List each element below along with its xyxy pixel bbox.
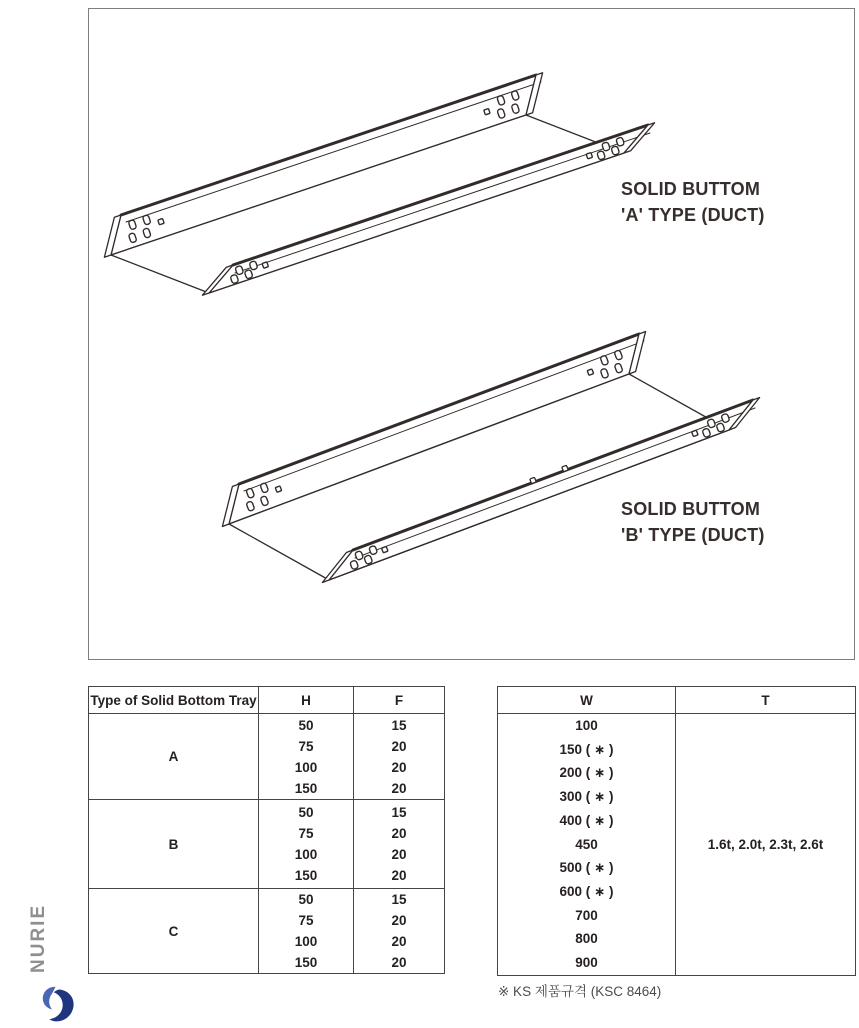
table-row-type-b	[89, 800, 445, 889]
h-values-a: 50 75 100 150	[259, 714, 354, 800]
table-row-type-a	[89, 714, 445, 800]
type-cell-c: C	[89, 889, 259, 974]
tray-type-spec-table	[88, 686, 445, 974]
product-diagram-panel	[88, 8, 855, 660]
s-swirl-logo-icon	[42, 986, 76, 1024]
col-header-w: W	[498, 687, 676, 714]
h-values-b: 50 75 100 150	[259, 800, 354, 889]
label-type-a-line1: SOLID BUTTOM	[621, 179, 761, 199]
t-value: 1.6t, 2.0t, 2.3t, 2.6t	[676, 714, 856, 976]
table-row-wt	[498, 714, 856, 976]
h-values-c: 50 75 100 150	[259, 889, 354, 974]
type-cell-b: B	[89, 800, 259, 889]
type-cell-a: A	[89, 714, 259, 800]
tray-a-drawing	[104, 73, 654, 295]
left-table-header-row	[89, 687, 445, 714]
col-header-type: Type of Solid Bottom Tray	[89, 687, 259, 714]
col-header-t: T	[676, 687, 856, 714]
f-values-c: 15 20 20 20	[354, 889, 445, 974]
tray-drawings	[89, 9, 854, 659]
label-type-b	[621, 496, 765, 548]
width-thickness-spec-table	[497, 686, 856, 976]
brand-name-vertical: NURIE	[28, 903, 49, 973]
col-header-h: H	[259, 687, 354, 714]
logo-swirl-dark	[50, 990, 74, 1022]
ks-standard-note: ※ KS 제품규격 (KSC 8464)	[498, 984, 662, 999]
f-values-a: 15 20 20 20	[354, 714, 445, 800]
label-type-a	[621, 176, 765, 228]
label-type-b-line2: 'B' TYPE (DUCT)	[621, 525, 765, 545]
label-type-b-line1: SOLID BUTTOM	[621, 499, 761, 519]
col-header-f: F	[354, 687, 445, 714]
f-values-b: 15 20 20 20	[354, 800, 445, 889]
table-row-type-c	[89, 889, 445, 974]
w-values: 100 150 ( ∗ ) 200 ( ∗ ) 300 ( ∗ ) 400 ( ∗ ) 450 500 ( ∗ ) 600 ( ∗ ) 700 800 900	[498, 714, 676, 976]
logo-swirl-light	[43, 987, 56, 1010]
label-type-a-line2: 'A' TYPE (DUCT)	[621, 205, 765, 225]
right-table-header-row	[498, 687, 856, 714]
